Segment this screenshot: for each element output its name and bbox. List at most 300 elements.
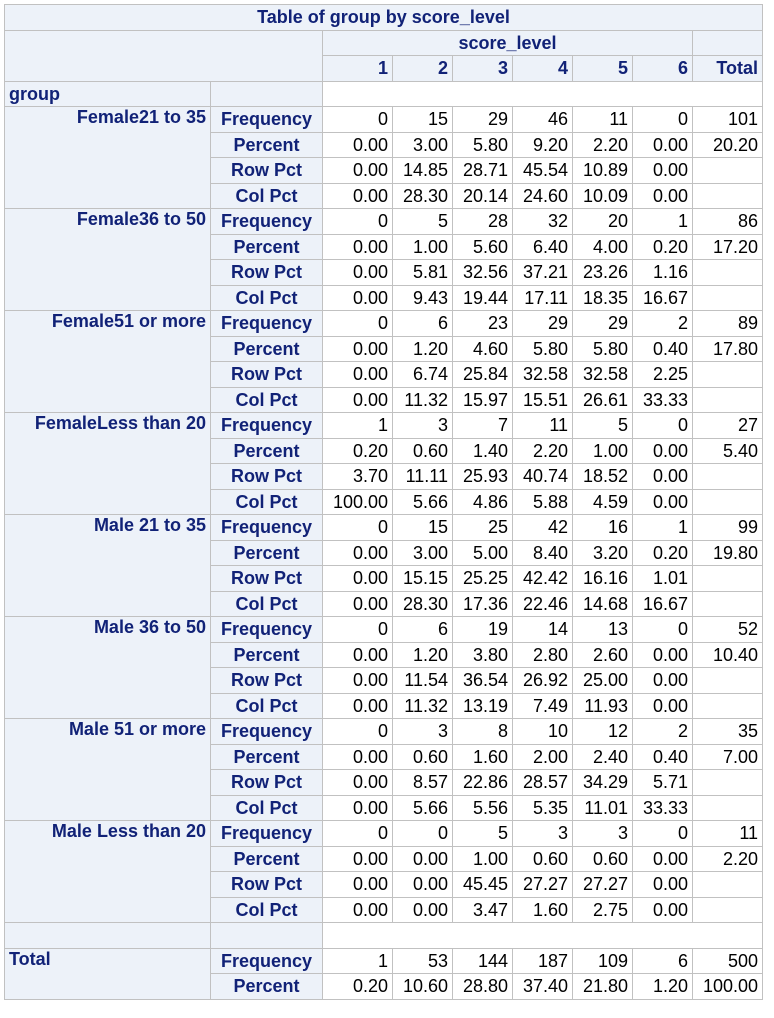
value-cell: 32.58 bbox=[573, 362, 633, 388]
value-cell: 0 bbox=[323, 311, 393, 337]
value-cell: 99 bbox=[693, 515, 763, 541]
value-cell: 17.36 bbox=[453, 591, 513, 617]
value-cell: 3 bbox=[513, 821, 573, 847]
stat-label: Percent bbox=[211, 132, 323, 158]
stat-label: Col Pct bbox=[211, 795, 323, 821]
total-value-cell: 1.20 bbox=[633, 974, 693, 1000]
value-cell: 3.70 bbox=[323, 464, 393, 490]
value-cell: 0 bbox=[323, 107, 393, 133]
table-title: Table of group by score_level bbox=[5, 5, 763, 31]
group-label: Male 51 or more bbox=[5, 719, 211, 821]
value-cell: 15 bbox=[393, 107, 453, 133]
corner-cell bbox=[5, 30, 323, 81]
value-cell: 0.00 bbox=[323, 795, 393, 821]
value-cell: 0.00 bbox=[323, 846, 393, 872]
value-cell: 33.33 bbox=[633, 795, 693, 821]
stat-label: Col Pct bbox=[211, 387, 323, 413]
stat-label: Row Pct bbox=[211, 566, 323, 592]
value-cell: 5.80 bbox=[573, 336, 633, 362]
value-cell: 1.20 bbox=[393, 336, 453, 362]
value-cell: 2.25 bbox=[633, 362, 693, 388]
stat-label: Percent bbox=[211, 642, 323, 668]
total-value-cell: 21.80 bbox=[573, 974, 633, 1000]
value-cell: 89 bbox=[693, 311, 763, 337]
value-cell: 0 bbox=[633, 821, 693, 847]
value-cell: 5.66 bbox=[393, 795, 453, 821]
value-cell bbox=[693, 464, 763, 490]
value-cell: 11 bbox=[573, 107, 633, 133]
value-cell: 17.11 bbox=[513, 285, 573, 311]
value-cell: 0.60 bbox=[573, 846, 633, 872]
value-cell: 19.44 bbox=[453, 285, 513, 311]
stat-label-spacer bbox=[211, 81, 323, 107]
group-label: Female51 or more bbox=[5, 311, 211, 413]
value-cell: 1.00 bbox=[573, 438, 633, 464]
value-cell: 0.60 bbox=[393, 438, 453, 464]
value-cell: 0.00 bbox=[323, 668, 393, 694]
value-cell: 29 bbox=[513, 311, 573, 337]
group-label: Male Less than 20 bbox=[5, 821, 211, 923]
value-cell: 1.60 bbox=[453, 744, 513, 770]
value-cell: 16 bbox=[573, 515, 633, 541]
value-cell: 4.86 bbox=[453, 489, 513, 515]
value-cell: 0 bbox=[323, 515, 393, 541]
value-cell: 5.56 bbox=[453, 795, 513, 821]
value-cell: 1.20 bbox=[393, 642, 453, 668]
value-cell: 6 bbox=[393, 617, 453, 643]
value-cell: 17.80 bbox=[693, 336, 763, 362]
value-cell: 0.00 bbox=[323, 591, 393, 617]
value-cell: 10 bbox=[513, 719, 573, 745]
value-cell: 13.19 bbox=[453, 693, 513, 719]
value-cell: 14.85 bbox=[393, 158, 453, 184]
value-cell: 28.57 bbox=[513, 770, 573, 796]
value-cell: 32.56 bbox=[453, 260, 513, 286]
value-cell: 5 bbox=[573, 413, 633, 439]
value-cell: 0 bbox=[633, 107, 693, 133]
value-cell: 2.80 bbox=[513, 642, 573, 668]
stat-label: Percent bbox=[211, 540, 323, 566]
value-cell: 26.92 bbox=[513, 668, 573, 694]
total-value-cell: 37.40 bbox=[513, 974, 573, 1000]
value-cell: 0.00 bbox=[633, 132, 693, 158]
value-cell: 24.60 bbox=[513, 183, 573, 209]
value-cell: 7.49 bbox=[513, 693, 573, 719]
stat-label: Row Pct bbox=[211, 668, 323, 694]
value-cell: 26.61 bbox=[573, 387, 633, 413]
value-cell: 42 bbox=[513, 515, 573, 541]
value-cell: 11.32 bbox=[393, 693, 453, 719]
value-cell: 0.00 bbox=[323, 693, 393, 719]
value-cell: 25.84 bbox=[453, 362, 513, 388]
value-cell: 0.00 bbox=[323, 770, 393, 796]
value-cell bbox=[693, 795, 763, 821]
value-cell bbox=[693, 897, 763, 923]
stat-label: Percent bbox=[211, 744, 323, 770]
value-cell: 36.54 bbox=[453, 668, 513, 694]
value-cell: 0.00 bbox=[633, 183, 693, 209]
value-cell: 5 bbox=[393, 209, 453, 235]
value-cell: 0 bbox=[323, 209, 393, 235]
value-cell: 0 bbox=[323, 617, 393, 643]
value-cell: 16.16 bbox=[573, 566, 633, 592]
value-cell: 0.20 bbox=[633, 540, 693, 566]
value-cell: 17.20 bbox=[693, 234, 763, 260]
stat-label: Row Pct bbox=[211, 362, 323, 388]
stat-label: Row Pct bbox=[211, 872, 323, 898]
value-cell: 100.00 bbox=[323, 489, 393, 515]
value-cell: 15.15 bbox=[393, 566, 453, 592]
value-cell: 3.20 bbox=[573, 540, 633, 566]
stat-label: Percent bbox=[211, 974, 323, 1000]
value-cell: 3.80 bbox=[453, 642, 513, 668]
value-cell: 16.67 bbox=[633, 285, 693, 311]
value-cell: 0.00 bbox=[393, 897, 453, 923]
value-cell: 20.20 bbox=[693, 132, 763, 158]
table-row bbox=[5, 821, 763, 847]
value-cell: 1 bbox=[633, 515, 693, 541]
value-cell: 8.57 bbox=[393, 770, 453, 796]
value-cell: 0.00 bbox=[323, 336, 393, 362]
value-cell: 15.97 bbox=[453, 387, 513, 413]
value-cell: 5.60 bbox=[453, 234, 513, 260]
value-cell: 0.00 bbox=[393, 846, 453, 872]
table-row bbox=[5, 107, 763, 133]
value-cell: 0.00 bbox=[633, 846, 693, 872]
value-cell: 0.00 bbox=[323, 744, 393, 770]
total-value-cell: 6 bbox=[633, 948, 693, 974]
value-cell: 6.40 bbox=[513, 234, 573, 260]
total-value-cell: 187 bbox=[513, 948, 573, 974]
stat-label: Frequency bbox=[211, 311, 323, 337]
stat-label: Percent bbox=[211, 438, 323, 464]
total-value-cell: 10.60 bbox=[393, 974, 453, 1000]
stat-label: Frequency bbox=[211, 821, 323, 847]
value-cell bbox=[693, 158, 763, 184]
separator-stat bbox=[211, 923, 323, 949]
value-cell: 23.26 bbox=[573, 260, 633, 286]
value-cell: 1.00 bbox=[453, 846, 513, 872]
value-cell: 8 bbox=[453, 719, 513, 745]
row-var-header: group bbox=[5, 81, 211, 107]
value-cell: 45.45 bbox=[453, 872, 513, 898]
total-value-cell: 53 bbox=[393, 948, 453, 974]
value-cell bbox=[693, 489, 763, 515]
value-cell: 1.16 bbox=[633, 260, 693, 286]
value-cell: 34.29 bbox=[573, 770, 633, 796]
value-cell: 0.00 bbox=[633, 464, 693, 490]
value-cell bbox=[693, 770, 763, 796]
value-cell: 3.47 bbox=[453, 897, 513, 923]
value-cell: 5.00 bbox=[453, 540, 513, 566]
column-header: 3 bbox=[453, 56, 513, 82]
value-cell bbox=[693, 591, 763, 617]
group-label: FemaleLess than 20 bbox=[5, 413, 211, 515]
crosstab-table bbox=[4, 4, 763, 1000]
value-cell: 32.58 bbox=[513, 362, 573, 388]
column-header: 2 bbox=[393, 56, 453, 82]
value-cell: 0 bbox=[323, 821, 393, 847]
value-cell: 40.74 bbox=[513, 464, 573, 490]
value-cell bbox=[693, 668, 763, 694]
value-cell: 0.00 bbox=[323, 183, 393, 209]
value-cell: 4.00 bbox=[573, 234, 633, 260]
col-var-header: score_level bbox=[323, 30, 693, 56]
value-cell: 25 bbox=[453, 515, 513, 541]
value-cell: 16.67 bbox=[633, 591, 693, 617]
value-cell: 11.01 bbox=[573, 795, 633, 821]
value-cell: 3 bbox=[393, 413, 453, 439]
value-cell: 0.00 bbox=[323, 897, 393, 923]
value-cell: 5.80 bbox=[453, 132, 513, 158]
table-row bbox=[5, 719, 763, 745]
value-cell: 29 bbox=[453, 107, 513, 133]
col-var-spacer bbox=[693, 30, 763, 56]
value-cell: 5.66 bbox=[393, 489, 453, 515]
table-row bbox=[5, 413, 763, 439]
value-cell: 19 bbox=[453, 617, 513, 643]
total-value-cell: 1 bbox=[323, 948, 393, 974]
value-cell: 3 bbox=[573, 821, 633, 847]
value-cell: 10.89 bbox=[573, 158, 633, 184]
stat-label: Row Pct bbox=[211, 158, 323, 184]
total-value-cell: 500 bbox=[693, 948, 763, 974]
value-cell: 86 bbox=[693, 209, 763, 235]
value-cell: 18.35 bbox=[573, 285, 633, 311]
value-cell: 0.60 bbox=[513, 846, 573, 872]
value-cell: 20.14 bbox=[453, 183, 513, 209]
value-cell: 14 bbox=[513, 617, 573, 643]
group-label: Female21 to 35 bbox=[5, 107, 211, 209]
stat-label: Percent bbox=[211, 234, 323, 260]
value-cell: 0.00 bbox=[323, 540, 393, 566]
stat-label: Frequency bbox=[211, 515, 323, 541]
stat-label: Col Pct bbox=[211, 285, 323, 311]
value-cell: 0.00 bbox=[633, 872, 693, 898]
value-cell: 23 bbox=[453, 311, 513, 337]
stat-label: Row Pct bbox=[211, 260, 323, 286]
value-cell: 13 bbox=[573, 617, 633, 643]
value-cell: 5.80 bbox=[513, 336, 573, 362]
value-cell: 2.20 bbox=[513, 438, 573, 464]
value-cell: 2 bbox=[633, 311, 693, 337]
value-cell: 5.71 bbox=[633, 770, 693, 796]
value-cell: 0.00 bbox=[633, 158, 693, 184]
stat-label: Percent bbox=[211, 336, 323, 362]
value-cell: 0 bbox=[633, 617, 693, 643]
value-cell: 11 bbox=[513, 413, 573, 439]
value-cell: 0.00 bbox=[633, 438, 693, 464]
value-cell: 2.40 bbox=[573, 744, 633, 770]
value-cell: 33.33 bbox=[633, 387, 693, 413]
value-cell: 14.68 bbox=[573, 591, 633, 617]
value-cell: 5.40 bbox=[693, 438, 763, 464]
value-cell: 0.20 bbox=[323, 438, 393, 464]
value-cell: 4.60 bbox=[453, 336, 513, 362]
value-cell: 1.01 bbox=[633, 566, 693, 592]
value-cell: 9.20 bbox=[513, 132, 573, 158]
total-value-cell: 28.80 bbox=[453, 974, 513, 1000]
total-value-cell: 144 bbox=[453, 948, 513, 974]
value-cell: 3.00 bbox=[393, 132, 453, 158]
table-row bbox=[5, 617, 763, 643]
total-value-cell: 100.00 bbox=[693, 974, 763, 1000]
group-label: Male 36 to 50 bbox=[5, 617, 211, 719]
stat-label: Row Pct bbox=[211, 770, 323, 796]
column-header: 1 bbox=[323, 56, 393, 82]
stat-label: Frequency bbox=[211, 413, 323, 439]
value-cell: 11.32 bbox=[393, 387, 453, 413]
value-cell bbox=[693, 183, 763, 209]
total-value-cell: 0.20 bbox=[323, 974, 393, 1000]
stat-label: Frequency bbox=[211, 948, 323, 974]
stat-label: Col Pct bbox=[211, 183, 323, 209]
value-cell: 0.00 bbox=[323, 566, 393, 592]
total-value-cell: 109 bbox=[573, 948, 633, 974]
value-cell: 0.00 bbox=[323, 132, 393, 158]
column-header: 5 bbox=[573, 56, 633, 82]
value-cell: 11.54 bbox=[393, 668, 453, 694]
value-cell: 25.93 bbox=[453, 464, 513, 490]
value-cell: 10.40 bbox=[693, 642, 763, 668]
value-cell: 15.51 bbox=[513, 387, 573, 413]
stat-label: Col Pct bbox=[211, 693, 323, 719]
value-cell bbox=[693, 362, 763, 388]
value-cell: 42.42 bbox=[513, 566, 573, 592]
value-cell: 6.74 bbox=[393, 362, 453, 388]
stat-label: Percent bbox=[211, 846, 323, 872]
value-cell: 46 bbox=[513, 107, 573, 133]
value-cell: 2.20 bbox=[573, 132, 633, 158]
value-cell: 1 bbox=[323, 413, 393, 439]
stat-label: Frequency bbox=[211, 617, 323, 643]
value-cell: 0.00 bbox=[633, 489, 693, 515]
value-cell: 22.86 bbox=[453, 770, 513, 796]
stat-label: Col Pct bbox=[211, 591, 323, 617]
value-cell: 10.09 bbox=[573, 183, 633, 209]
column-header: 4 bbox=[513, 56, 573, 82]
value-cell: 9.43 bbox=[393, 285, 453, 311]
value-cell: 7 bbox=[453, 413, 513, 439]
value-cell: 0.00 bbox=[633, 693, 693, 719]
value-cell: 32 bbox=[513, 209, 573, 235]
value-cell: 2.75 bbox=[573, 897, 633, 923]
value-cell: 0.00 bbox=[633, 642, 693, 668]
value-cell: 22.46 bbox=[513, 591, 573, 617]
value-cell: 25.25 bbox=[453, 566, 513, 592]
value-cell: 20 bbox=[573, 209, 633, 235]
value-cell: 0.00 bbox=[633, 897, 693, 923]
stat-label: Frequency bbox=[211, 209, 323, 235]
value-cell: 35 bbox=[693, 719, 763, 745]
value-cell bbox=[693, 285, 763, 311]
value-cell: 11.11 bbox=[393, 464, 453, 490]
value-cell: 1 bbox=[633, 209, 693, 235]
value-cell: 1.00 bbox=[393, 234, 453, 260]
value-cell: 101 bbox=[693, 107, 763, 133]
value-cell: 0 bbox=[393, 821, 453, 847]
value-cell: 27.27 bbox=[513, 872, 573, 898]
group-label: Male 21 to 35 bbox=[5, 515, 211, 617]
stat-label: Frequency bbox=[211, 719, 323, 745]
separator-row bbox=[5, 923, 763, 949]
value-cell: 5.81 bbox=[393, 260, 453, 286]
value-cell: 45.54 bbox=[513, 158, 573, 184]
stat-label: Col Pct bbox=[211, 489, 323, 515]
stat-label: Frequency bbox=[211, 107, 323, 133]
value-cell: 3 bbox=[393, 719, 453, 745]
group-label: Female36 to 50 bbox=[5, 209, 211, 311]
value-cell: 2.00 bbox=[513, 744, 573, 770]
value-cell: 0.00 bbox=[323, 362, 393, 388]
value-cell: 28.71 bbox=[453, 158, 513, 184]
table-row bbox=[5, 311, 763, 337]
value-cell: 0.00 bbox=[323, 872, 393, 898]
value-cell: 11.93 bbox=[573, 693, 633, 719]
value-cell: 15 bbox=[393, 515, 453, 541]
value-cell: 27 bbox=[693, 413, 763, 439]
value-cell: 5.88 bbox=[513, 489, 573, 515]
value-cell: 0.60 bbox=[393, 744, 453, 770]
blank-band bbox=[323, 81, 763, 107]
value-cell: 0.40 bbox=[633, 744, 693, 770]
value-cell: 0.40 bbox=[633, 336, 693, 362]
value-cell bbox=[693, 260, 763, 286]
value-cell: 2 bbox=[633, 719, 693, 745]
value-cell: 0.00 bbox=[323, 387, 393, 413]
value-cell: 7.00 bbox=[693, 744, 763, 770]
value-cell: 12 bbox=[573, 719, 633, 745]
column-header: 6 bbox=[633, 56, 693, 82]
total-row bbox=[5, 948, 763, 974]
value-cell: 29 bbox=[573, 311, 633, 337]
value-cell: 0.00 bbox=[323, 234, 393, 260]
stat-label: Col Pct bbox=[211, 897, 323, 923]
value-cell: 27.27 bbox=[573, 872, 633, 898]
value-cell: 19.80 bbox=[693, 540, 763, 566]
value-cell: 11 bbox=[693, 821, 763, 847]
table-row bbox=[5, 515, 763, 541]
value-cell: 28.30 bbox=[393, 591, 453, 617]
table-row bbox=[5, 209, 763, 235]
value-cell: 52 bbox=[693, 617, 763, 643]
value-cell: 2.60 bbox=[573, 642, 633, 668]
value-cell: 28.30 bbox=[393, 183, 453, 209]
value-cell: 8.40 bbox=[513, 540, 573, 566]
value-cell bbox=[693, 387, 763, 413]
value-cell: 0.00 bbox=[323, 260, 393, 286]
column-header: Total bbox=[693, 56, 763, 82]
value-cell: 1.60 bbox=[513, 897, 573, 923]
separator-blank bbox=[323, 923, 763, 949]
value-cell: 5.35 bbox=[513, 795, 573, 821]
value-cell: 0 bbox=[633, 413, 693, 439]
value-cell: 1.40 bbox=[453, 438, 513, 464]
value-cell: 2.20 bbox=[693, 846, 763, 872]
value-cell bbox=[693, 872, 763, 898]
value-cell: 0.00 bbox=[323, 642, 393, 668]
value-cell bbox=[693, 693, 763, 719]
separator-label bbox=[5, 923, 211, 949]
value-cell: 6 bbox=[393, 311, 453, 337]
stat-label: Row Pct bbox=[211, 464, 323, 490]
value-cell: 5 bbox=[453, 821, 513, 847]
value-cell: 18.52 bbox=[573, 464, 633, 490]
value-cell: 0.00 bbox=[323, 285, 393, 311]
value-cell: 4.59 bbox=[573, 489, 633, 515]
value-cell: 0 bbox=[323, 719, 393, 745]
value-cell: 0.00 bbox=[633, 668, 693, 694]
